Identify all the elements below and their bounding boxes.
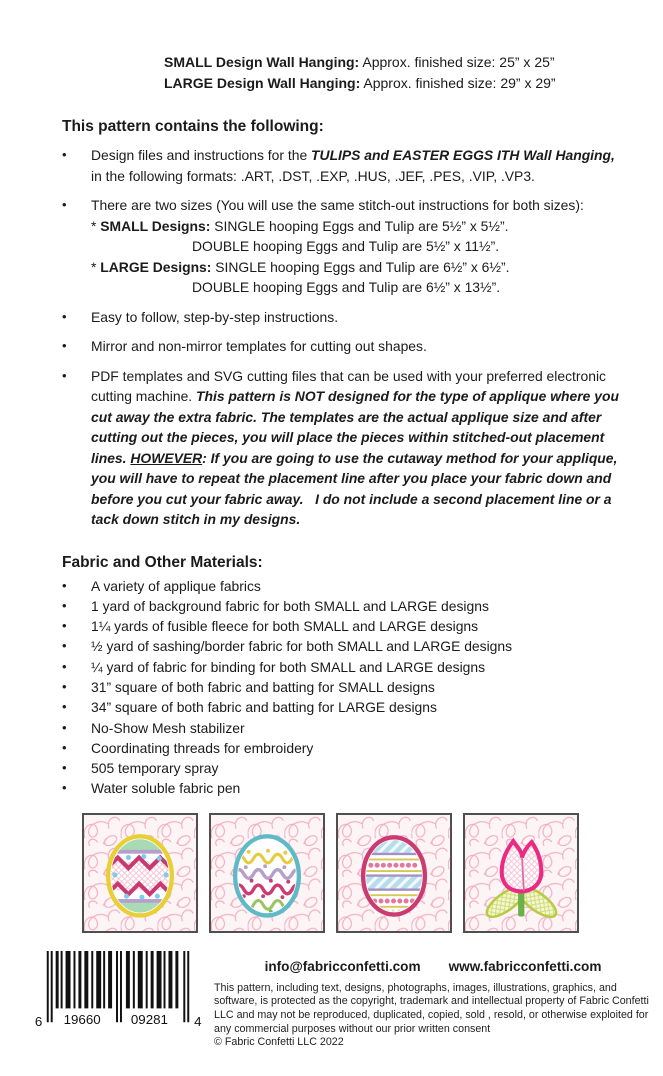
list-item — [62, 677, 621, 697]
copyright-line: © Fabric Confetti LLC 2022 — [214, 1036, 344, 1049]
item5-warning: This pattern is NOT designed for the type of applique where you cut away the extra fabric. The templates are the actual applique size and after cutting out the pieces, you will place the pieces within stitched-out placement lines. — [91, 388, 619, 466]
small-designs-single: SINGLE hooping Eggs and Tulip are 5½” x 5½”. — [210, 217, 509, 234]
small-size-line — [164, 52, 663, 73]
contents-list — [62, 145, 621, 530]
bullet-glyph: • — [62, 147, 67, 162]
contact-email: info@fabricconfetti.com — [264, 958, 421, 974]
bullet-glyph: • — [62, 197, 67, 212]
bullet-glyph: • — [62, 338, 67, 353]
tulip-image — [463, 813, 579, 933]
material-item: ¼ yard of fabric for binding for both SMALL and LARGE designs — [91, 658, 486, 675]
barcode — [32, 951, 208, 1050]
section-heading-contents: This pattern contains the following: — [62, 118, 324, 135]
zigzag-egg-image — [82, 813, 198, 933]
bullet-glyph: • — [62, 678, 67, 694]
material-item: Water soluble fabric pen — [91, 780, 241, 797]
barcode-group2: 09281 — [130, 1011, 168, 1027]
material-item: 31” square of both fabric and batting for SMALL designs — [91, 678, 435, 695]
list-item — [62, 336, 621, 357]
easy-to-follow: Easy to follow, step-by-step instructions. — [91, 308, 339, 325]
wavy-egg-illustration — [211, 815, 323, 931]
list-item — [62, 697, 621, 717]
barcode-digit-left: 6 — [34, 1013, 43, 1029]
bullet-glyph: • — [62, 739, 67, 755]
material-item: 1¼ yards of fusible fleece for both SMALL and LARGE designs — [91, 618, 479, 635]
item5-cutaway-note: : If you are going to use the cutaway method for your applique, you will have to repeat the placement line after you place your fabric down and before you cut your fabric away. I do not include a second placement line or a tack down stitch in my designs. — [91, 449, 618, 527]
item5-plain: PDF templates and SVG cutting files that can be used with your preferred electronic cutting machine. — [91, 367, 606, 404]
bullet-glyph: • — [62, 308, 67, 324]
bullet-glyph: • — [62, 760, 67, 776]
list-item — [62, 596, 621, 616]
material-item: 34” square of both fabric and batting for LARGE designs — [91, 699, 437, 716]
small-designs-double: DOUBLE hooping Eggs and Tulip are 5½” x 11½”. — [192, 238, 500, 254]
bullet-glyph: • — [62, 597, 67, 613]
bullet-glyph: • — [62, 699, 67, 715]
tulip-illustration — [465, 815, 577, 931]
barcode-digit-right: 4 — [194, 1013, 202, 1029]
list-item — [62, 636, 621, 656]
wavy-egg-image — [209, 813, 325, 933]
footer — [32, 951, 663, 1050]
list-item — [62, 145, 621, 186]
list-item — [62, 576, 621, 596]
bullet-glyph: • — [62, 719, 67, 735]
bullet-glyph: • — [62, 780, 67, 796]
item1-title-emph: TULIPS and EASTER EGGS ITH Wall Hanging, — [311, 147, 615, 163]
large-designs-label: LARGE Designs: — [100, 258, 212, 275]
item5-however: HOWEVER — [130, 449, 203, 466]
item1-formats: in the following formats: .ART, .DST, .EXP, .HUS, .JEF, .PES, .VIP, .VP3. — [91, 167, 535, 184]
bullet-glyph: • — [62, 658, 67, 674]
contact-line — [214, 959, 652, 974]
material-item: No-Show Mesh stabilizer — [91, 719, 245, 736]
star: * — [91, 217, 101, 234]
striped-egg-image — [336, 813, 452, 933]
pattern-contents-section — [62, 118, 621, 799]
finished-size-block — [164, 52, 663, 94]
list-item — [62, 738, 621, 758]
two-sizes-intro: There are two sizes (You will use the same stitch-out instructions for both sizes): — [91, 197, 584, 213]
striped-egg-illustration — [338, 815, 450, 931]
bullet-glyph: • — [62, 577, 67, 593]
list-item — [62, 718, 621, 738]
small-size-label: SMALL Design Wall Hanging: — [164, 54, 360, 70]
bullet-glyph: • — [62, 618, 67, 634]
small-size-value: Approx. finished size: 25” x 25” — [359, 54, 555, 70]
list-item — [62, 758, 621, 778]
large-designs-single: SINGLE hooping Eggs and Tulip are 6½” x 6½”. — [211, 258, 510, 275]
design-gallery — [82, 813, 663, 933]
material-item: Coordinating threads for embroidery — [91, 739, 314, 756]
large-size-line — [164, 73, 663, 94]
materials-list — [62, 576, 621, 799]
material-item: A variety of applique fabrics — [91, 577, 261, 594]
large-size-value: Approx. finished size: 29” x 29” — [360, 75, 556, 91]
material-item: ½ yard of sashing/border fabric for both SMALL and LARGE designs — [91, 638, 513, 655]
bullet-glyph: • — [62, 638, 67, 654]
list-item-text — [91, 195, 621, 298]
contact-website: www.fabricconfetti.com — [448, 958, 602, 974]
upc-barcode — [32, 951, 204, 1045]
list-item — [62, 366, 621, 530]
large-designs-double: DOUBLE hooping Eggs and Tulip are 6½” x 13½”. — [192, 279, 501, 295]
small-designs-line — [91, 216, 621, 237]
list-item — [62, 307, 621, 328]
bullet-glyph: • — [62, 367, 67, 383]
list-item — [62, 195, 621, 298]
legal-text: This pattern, including text, designs, photographs, images, illustrations, graphics, and software, is protected as the copyright, trademark and intellectual property of Fabric Confetti LLC and may not be reproduced, duplicated, copied, sold , resold, or otherwise exploited for any commercial purposes without our prior written consent — [214, 981, 649, 1035]
zigzag-egg-illustration — [84, 815, 196, 931]
mirror-templates: Mirror and non-mirror templates for cutting out shapes. — [91, 338, 427, 354]
large-size-label: LARGE Design Wall Hanging: — [164, 75, 361, 91]
list-item — [62, 778, 621, 798]
star: * — [91, 258, 101, 275]
small-designs-label: SMALL Designs: — [100, 217, 211, 234]
material-item: 505 temporary spray — [91, 760, 219, 777]
footer-text-block — [214, 951, 652, 1050]
list-item-text — [91, 145, 621, 186]
item1-plain: Design files and instructions for the — [91, 147, 312, 163]
list-item — [62, 657, 621, 677]
pdf-templates-text — [91, 366, 621, 530]
large-designs-line — [91, 257, 621, 278]
section-heading-materials: Fabric and Other Materials: — [62, 553, 263, 571]
list-item — [62, 616, 621, 636]
barcode-group1: 19660 — [63, 1011, 101, 1027]
material-item: 1 yard of background fabric for both SMALL and LARGE designs — [91, 597, 489, 614]
